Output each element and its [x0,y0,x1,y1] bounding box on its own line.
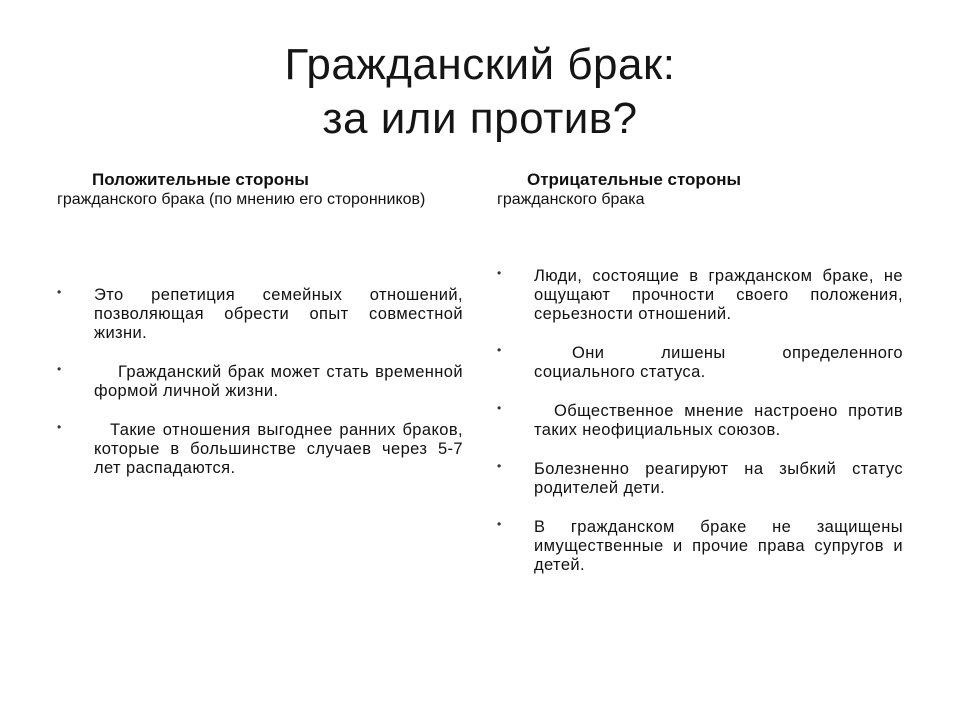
bullet-icon: • [497,266,502,280]
list-item-text: Общественное мнение настроено против таких неофициальных союзов. [534,402,903,439]
list-item-text: Они лишены определенного социального статуса. [534,344,903,381]
list-item [497,344,903,382]
positive-list [57,286,463,498]
bullet-icon: • [57,362,62,376]
list-item [497,518,903,575]
positive-column [57,170,463,477]
bullet-icon: • [497,343,502,357]
bullet-icon: • [57,285,62,299]
list-item [57,421,463,478]
list-item [497,402,903,440]
list-item [497,460,903,498]
bullet-icon: • [57,420,62,434]
bullet-icon: • [497,517,502,531]
title-line-1: Гражданский брак: [284,40,676,89]
title-line-2: за или против? [322,94,638,143]
list-item [57,363,463,401]
list-item-text: Гражданский брак может стать временной формой личной жизни. [94,363,463,400]
negative-subheading: гражданского брака [497,191,645,208]
slide-title [0,38,960,146]
list-item-text: Это репетиция семейных отношений, позволяющая обрести опыт совместной жизни. [94,286,463,342]
list-item-text: Болезненно реагируют на зыбкий статус родителей дети. [534,460,903,497]
negative-column [497,170,903,574]
list-item [497,267,903,324]
positive-subheading: гражданского брака (по мнению его сторонников) [57,191,426,208]
negative-list [497,267,903,595]
bullet-icon: • [497,401,502,415]
list-item-text: В гражданском браке не защищены имущественные и прочие права супругов и детей. [534,518,903,574]
positive-heading: Положительные стороны [92,170,309,189]
list-item-text: Люди, состоящие в гражданском браке, не ощущают прочности своего положения, серьезности отношений. [534,267,903,323]
bullet-icon: • [497,459,502,473]
negative-heading: Отрицательные стороны [527,170,741,189]
list-item-text: Такие отношения выгоднее ранних браков, которые в большинстве случаев через 5-7 лет распадаются. [94,421,463,477]
list-item [57,286,463,343]
